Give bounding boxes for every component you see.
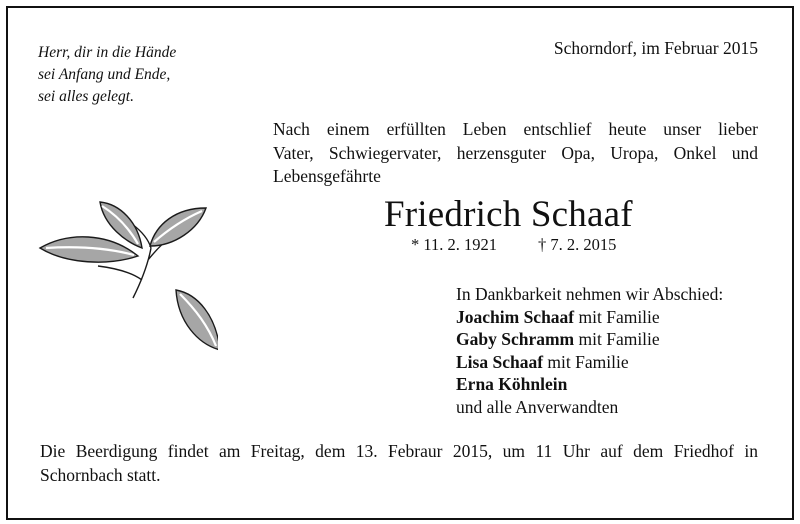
mourners-closing: und alle Anverwandten xyxy=(456,396,619,417)
mourner-name: Gaby Schramm xyxy=(456,329,575,349)
verse-line: sei Anfang und Ende, xyxy=(38,66,171,83)
mourner-entry xyxy=(456,373,723,396)
death-date: † 7. 2. 2015 xyxy=(538,235,617,254)
intro-line: Vater, Schwiegervater, herzensguter Opa, Uropa, Onkel und xyxy=(273,142,758,163)
mourners-list xyxy=(456,283,723,418)
birth-date: * 11. 2. 1921 xyxy=(411,235,498,254)
mourner-suffix: mit Familie xyxy=(574,329,660,349)
leaf-branch-icon xyxy=(38,198,218,363)
intro-line: Lebensgefährte xyxy=(273,166,381,186)
mourner-entry xyxy=(456,328,723,351)
mourner-name: Joachim Schaaf xyxy=(456,306,575,327)
intro-text xyxy=(273,118,758,189)
funeral-notice xyxy=(40,440,758,487)
verse-line: sei alles gelegt. xyxy=(38,88,134,105)
mourner-name: Lisa Schaaf xyxy=(456,351,544,372)
mourner-entry xyxy=(456,306,723,329)
funeral-line: Die Beerdigung findet am Freitag, dem 13. Febraur 2015, um 11 Uhr auf dem Friedhof in xyxy=(40,441,758,461)
mourners-heading: In Dankbarkeit nehmen wir Abschied: xyxy=(456,284,724,304)
bible-verse xyxy=(38,42,176,108)
funeral-line: Schornbach statt. xyxy=(40,464,161,485)
mourner-suffix: mit Familie xyxy=(543,351,629,372)
mourner-entry xyxy=(456,351,723,374)
mourner-name: Erna Köhnlein xyxy=(456,374,568,394)
verse-line: Herr, dir in die Hände xyxy=(38,44,177,61)
intro-line: Nach einem erfüllten Leben entschlief heute unser lieber xyxy=(273,119,758,139)
mourner-suffix: mit Familie xyxy=(574,306,660,327)
place-date: Schorndorf, im Februar 2015 xyxy=(553,38,758,58)
deceased-name: Friedrich Schaaf xyxy=(384,194,633,235)
